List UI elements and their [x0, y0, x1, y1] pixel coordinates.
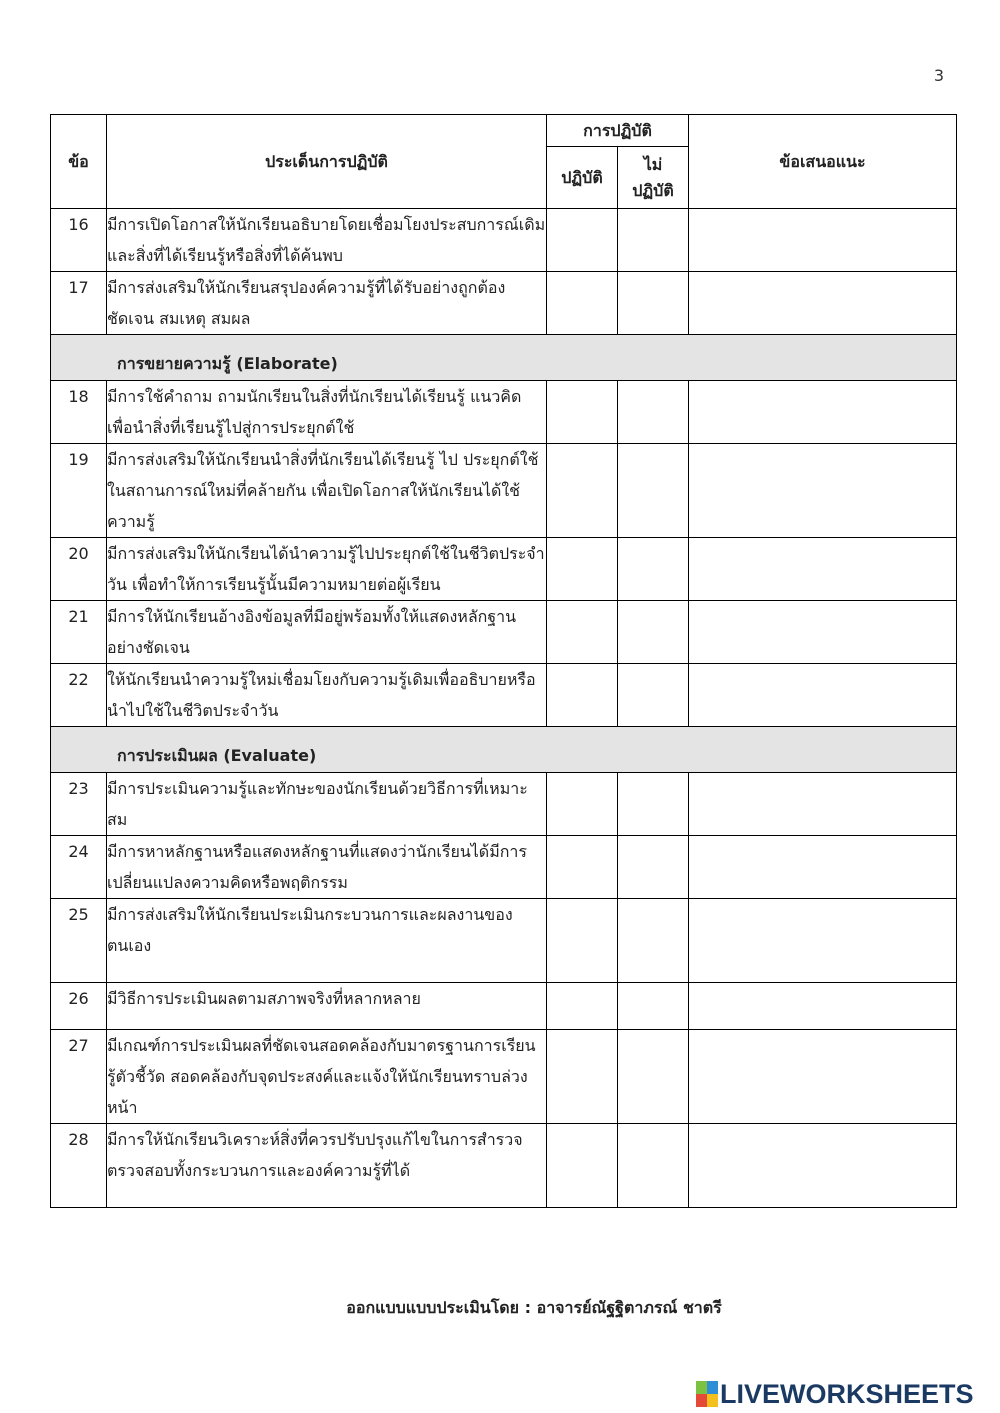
table-row: [51, 444, 957, 538]
row-number: 26: [51, 983, 107, 1030]
row-text: ให้นักเรียนนำความรู้ใหม่เชื่อมโยงกับความรู้เดิมเพื่ออธิบายหรือนำไปใช้ในชีวิตประจำวัน: [107, 664, 547, 727]
table-row: [51, 773, 957, 836]
table-row: [51, 1030, 957, 1124]
row-number: 28: [51, 1124, 107, 1208]
row-text: มีการส่งเสริมให้นักเรียนสรุปองค์ความรู้ที่ได้รับอย่างถูกต้อง ชัดเจน สมเหตุ สมผล: [107, 272, 547, 335]
section-title-elaborate: การขยายความรู้ (Elaborate): [51, 335, 957, 381]
table-row: [51, 983, 957, 1030]
row-text: มีการใช้คำถาม ถามนักเรียนในสิ่งที่นักเรียนได้เรียนรู้ แนวคิด เพื่อนำสิ่งที่เรียนรู้ไปสู่การประยุกต์ใช้: [107, 381, 547, 444]
row-number: 22: [51, 664, 107, 727]
row-number: 17: [51, 272, 107, 335]
table-row: [51, 272, 957, 335]
table-row: [51, 601, 957, 664]
not-do-cell[interactable]: [618, 836, 689, 899]
suggestion-cell[interactable]: [689, 538, 957, 601]
do-cell[interactable]: [547, 1030, 618, 1124]
row-number: 20: [51, 538, 107, 601]
not-do-cell[interactable]: [618, 773, 689, 836]
do-cell[interactable]: [547, 381, 618, 444]
row-text: มีเกณฑ์การประเมินผลที่ชัดเจนสอดคล้องกับมาตรฐานการเรียนรู้ตัวชี้วัด สอดคล้องกับจุดประสงค์และแจ้งให้นักเรียนทราบล่วงหน้า: [107, 1030, 547, 1124]
header-do: ปฏิบัติ: [547, 147, 618, 209]
not-do-cell[interactable]: [618, 1030, 689, 1124]
table-row: [51, 836, 957, 899]
do-cell[interactable]: [547, 1124, 618, 1208]
row-number: 27: [51, 1030, 107, 1124]
header-no: ข้อ: [51, 115, 107, 209]
header-practice: การปฏิบัติ: [547, 115, 689, 147]
suggestion-cell[interactable]: [689, 983, 957, 1030]
not-do-cell[interactable]: [618, 1124, 689, 1208]
section-title-evaluate: การประเมินผล (Evaluate): [51, 727, 957, 773]
suggestion-cell[interactable]: [689, 209, 957, 272]
suggestion-cell[interactable]: [689, 601, 957, 664]
do-cell[interactable]: [547, 538, 618, 601]
header-item: ประเด็นการปฏิบัติ: [107, 115, 547, 209]
not-do-cell[interactable]: [618, 601, 689, 664]
do-cell[interactable]: [547, 272, 618, 335]
suggestion-cell[interactable]: [689, 1030, 957, 1124]
section-row-evaluate: [51, 727, 957, 773]
row-number: 23: [51, 773, 107, 836]
watermark-text: LIVEWORKSHEETS: [720, 1378, 974, 1409]
not-do-cell[interactable]: [618, 983, 689, 1030]
do-cell[interactable]: [547, 983, 618, 1030]
evaluation-table: [50, 114, 957, 1208]
page-number: 3: [933, 66, 944, 85]
do-cell[interactable]: [547, 836, 618, 899]
suggestion-cell[interactable]: [689, 773, 957, 836]
do-cell[interactable]: [547, 773, 618, 836]
row-number: 19: [51, 444, 107, 538]
not-do-cell[interactable]: [618, 381, 689, 444]
table-row: [51, 1124, 957, 1208]
liveworksheets-logo-icon: [696, 1381, 718, 1407]
section-row-elaborate: [51, 335, 957, 381]
suggestion-cell[interactable]: [689, 381, 957, 444]
row-number: 24: [51, 836, 107, 899]
liveworksheets-watermark: [696, 1378, 974, 1410]
do-cell[interactable]: [547, 209, 618, 272]
header-not-do-line2: ปฏิบัติ: [632, 180, 674, 200]
do-cell[interactable]: [547, 601, 618, 664]
row-text: มีการให้นักเรียนวิเคราะห์สิ่งที่ควรปรับปรุงแก้ไขในการสำรวจตรวจสอบทั้งกระบวนการและองค์ความรู้ที่ได้: [107, 1124, 547, 1208]
header-suggestion: ข้อเสนอแนะ: [689, 115, 957, 209]
row-text: มีการส่งเสริมให้นักเรียนนำสิ่งที่นักเรียนได้เรียนรู้ ไป ประยุกต์ใช้ในสถานการณ์ใหม่ที่คล้ายกัน เพื่อเปิดโอกาสให้นักเรียนได้ใช้ความรู้: [107, 444, 547, 538]
do-cell[interactable]: [547, 664, 618, 727]
table-row: [51, 381, 957, 444]
suggestion-cell[interactable]: [689, 1124, 957, 1208]
row-number: 18: [51, 381, 107, 444]
not-do-cell[interactable]: [618, 209, 689, 272]
row-text: มีการหาหลักฐานหรือแสดงหลักฐานที่แสดงว่านักเรียนได้มีการเปลี่ยนแปลงความคิดหรือพฤติกรรม: [107, 836, 547, 899]
header-not-do: [618, 147, 689, 209]
table-row: [51, 664, 957, 727]
suggestion-cell[interactable]: [689, 664, 957, 727]
header-not-do-line1: ไม่: [643, 154, 663, 174]
designer-signature: ออกแบบแบบประเมินโดย : อาจารย์ณัฐฐิตาภรณ์ ชาตรี: [346, 1298, 722, 1317]
not-do-cell[interactable]: [618, 899, 689, 983]
row-text: มีการส่งเสริมให้นักเรียนได้นำความรู้ไปประยุกต์ใช้ในชีวิตประจำวัน เพื่อทำให้การเรียนรู้นั้นมีความหมายต่อผู้เรียน: [107, 538, 547, 601]
suggestion-cell[interactable]: [689, 836, 957, 899]
table-row: [51, 538, 957, 601]
suggestion-cell[interactable]: [689, 444, 957, 538]
table-row: [51, 899, 957, 983]
not-do-cell[interactable]: [618, 538, 689, 601]
not-do-cell[interactable]: [618, 664, 689, 727]
do-cell[interactable]: [547, 899, 618, 983]
row-text: มีวิธีการประเมินผลตามสภาพจริงที่หลากหลาย: [107, 983, 547, 1030]
row-number: 25: [51, 899, 107, 983]
row-text: มีการให้นักเรียนอ้างอิงข้อมูลที่มีอยู่พร้อมทั้งให้แสดงหลักฐานอย่างชัดเจน: [107, 601, 547, 664]
table-row: [51, 209, 957, 272]
do-cell[interactable]: [547, 444, 618, 538]
suggestion-cell[interactable]: [689, 899, 957, 983]
row-text: มีการส่งเสริมให้นักเรียนประเมินกระบวนการและผลงานของตนเอง: [107, 899, 547, 983]
suggestion-cell[interactable]: [689, 272, 957, 335]
row-text: มีการประเมินความรู้และทักษะของนักเรียนด้วยวิธีการที่เหมาะสม: [107, 773, 547, 836]
row-text: มีการเปิดโอกาสให้นักเรียนอธิบายโดยเชื่อมโยงประสบการณ์เดิมและสิ่งที่ได้เรียนรู้หรือสิ่งที่ได้ค้นพบ: [107, 209, 547, 272]
not-do-cell[interactable]: [618, 444, 689, 538]
row-number: 21: [51, 601, 107, 664]
row-number: 16: [51, 209, 107, 272]
not-do-cell[interactable]: [618, 272, 689, 335]
